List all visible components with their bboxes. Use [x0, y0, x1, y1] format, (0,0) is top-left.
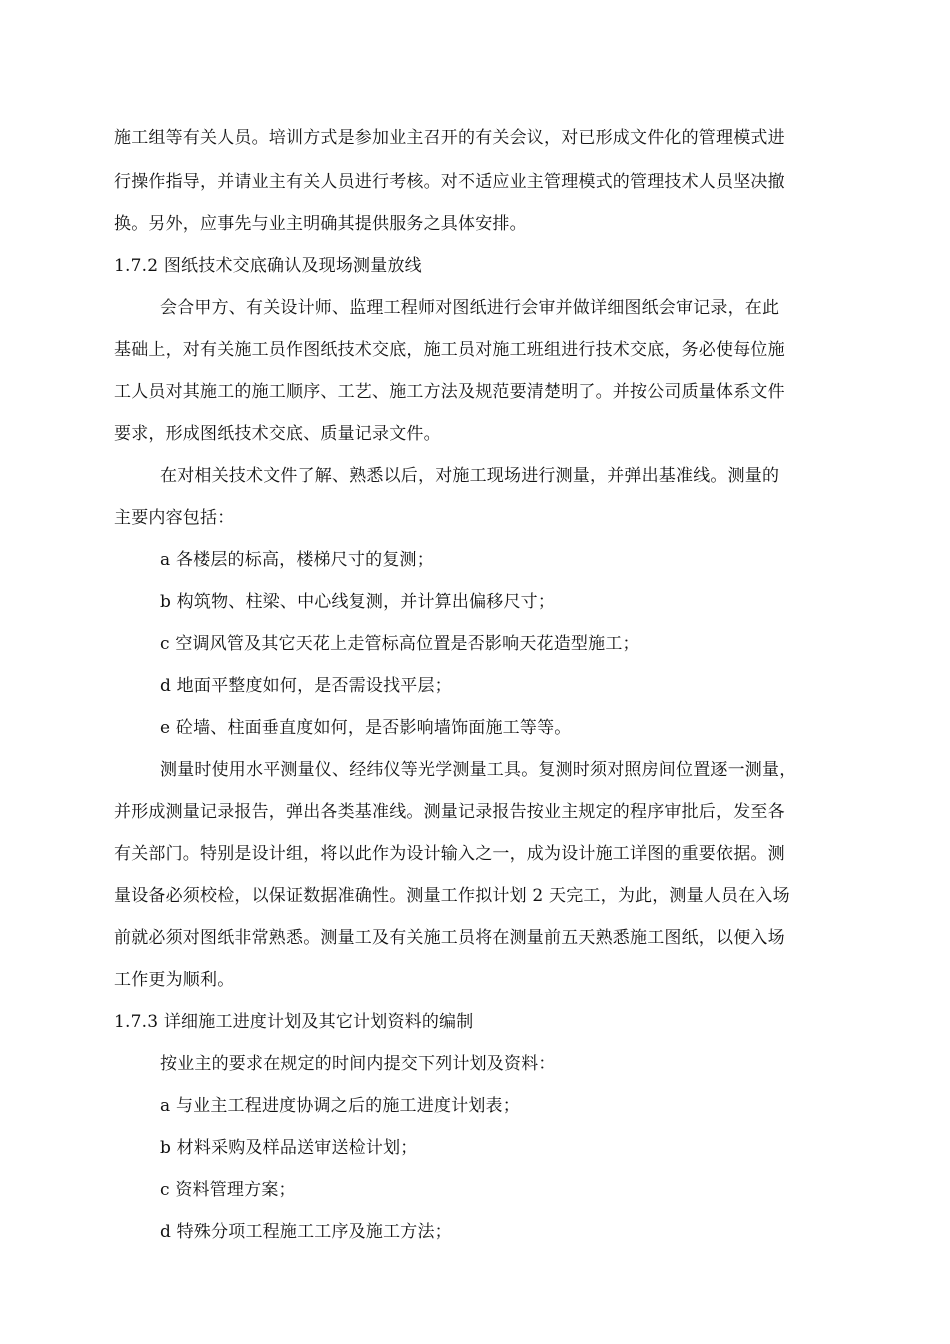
list-item: b 构筑物、柱梁、中心线复测，并计算出偏移尺寸；: [160, 592, 556, 612]
list-item: a 各楼层的标高，楼梯尺寸的复测；: [160, 550, 434, 570]
list-item: e 砼墙、柱面垂直度如何，是否影响墙饰面施工等等。: [160, 718, 572, 738]
list-item: a 与业主工程进度协调之后的施工进度计划表；: [160, 1096, 520, 1116]
paragraph-line: 工作更为顺利。: [114, 970, 235, 990]
section-heading: 1.7.3 详细施工进度计划及其它计划资料的编制: [114, 1012, 474, 1032]
paragraph-line: 量设备必须校检，以保证数据准确性。测量工作拟计划 2 天完工，为此，测量人员在入场: [114, 886, 790, 906]
paragraph-line: 前就必须对图纸非常熟悉。测量工及有关施工员将在测量前五天熟悉施工图纸，以便入场: [114, 928, 785, 948]
paragraph-line: 工人员对其施工的施工顺序、工艺、施工方法及规范要清楚明了。并按公司质量体系文件: [114, 382, 785, 402]
paragraph-line: 在对相关技术文件了解、熟悉以后，对施工现场进行测量，并弹出基准线。测量的: [160, 466, 780, 486]
paragraph-line: 主要内容包括：: [114, 508, 235, 528]
paragraph-line: 行操作指导，并请业主有关人员进行考核。对不适应业主管理模式的管理技术人员坚决撤: [114, 172, 785, 192]
paragraph-line: 测量时使用水平测量仪、经纬仪等光学测量工具。复测时须对照房间位置逐一测量，: [160, 760, 797, 780]
paragraph-line: 会合甲方、有关设计师、监理工程师对图纸进行会审并做详细图纸会审记录，在此: [160, 298, 780, 318]
paragraph-line: 有关部门。特别是设计组，将以此作为设计输入之一，成为设计施工详图的重要依据。测: [114, 844, 785, 864]
list-item: c 空调风管及其它天花上走管标高位置是否影响天花造型施工；: [160, 634, 640, 654]
paragraph-line: 换。另外，应事先与业主明确其提供服务之具体安排。: [114, 214, 527, 234]
paragraph-line: 要求，形成图纸技术交底、质量记录文件。: [114, 424, 441, 444]
list-item: c 资料管理方案；: [160, 1180, 296, 1200]
paragraph-line: 基础上，对有关施工员作图纸技术交底，施工员对施工班组进行技术交底，务必使每位施: [114, 340, 785, 360]
paragraph-line: 施工组等有关人员。培训方式是参加业主召开的有关会议，对已形成文件化的管理模式进: [114, 128, 785, 148]
list-item: d 特殊分项工程施工工序及施工方法；: [160, 1222, 452, 1242]
paragraph-line: 按业主的要求在规定的时间内提交下列计划及资料：: [160, 1054, 556, 1074]
list-item: d 地面平整度如何，是否需设找平层；: [160, 676, 452, 696]
section-heading: 1.7.2 图纸技术交底确认及现场测量放线: [114, 256, 422, 276]
list-item: b 材料采购及样品送审送检计划；: [160, 1138, 418, 1158]
paragraph-line: 并形成测量记录报告，弹出各类基准线。测量记录报告按业主规定的程序审批后，发至各: [114, 802, 785, 822]
